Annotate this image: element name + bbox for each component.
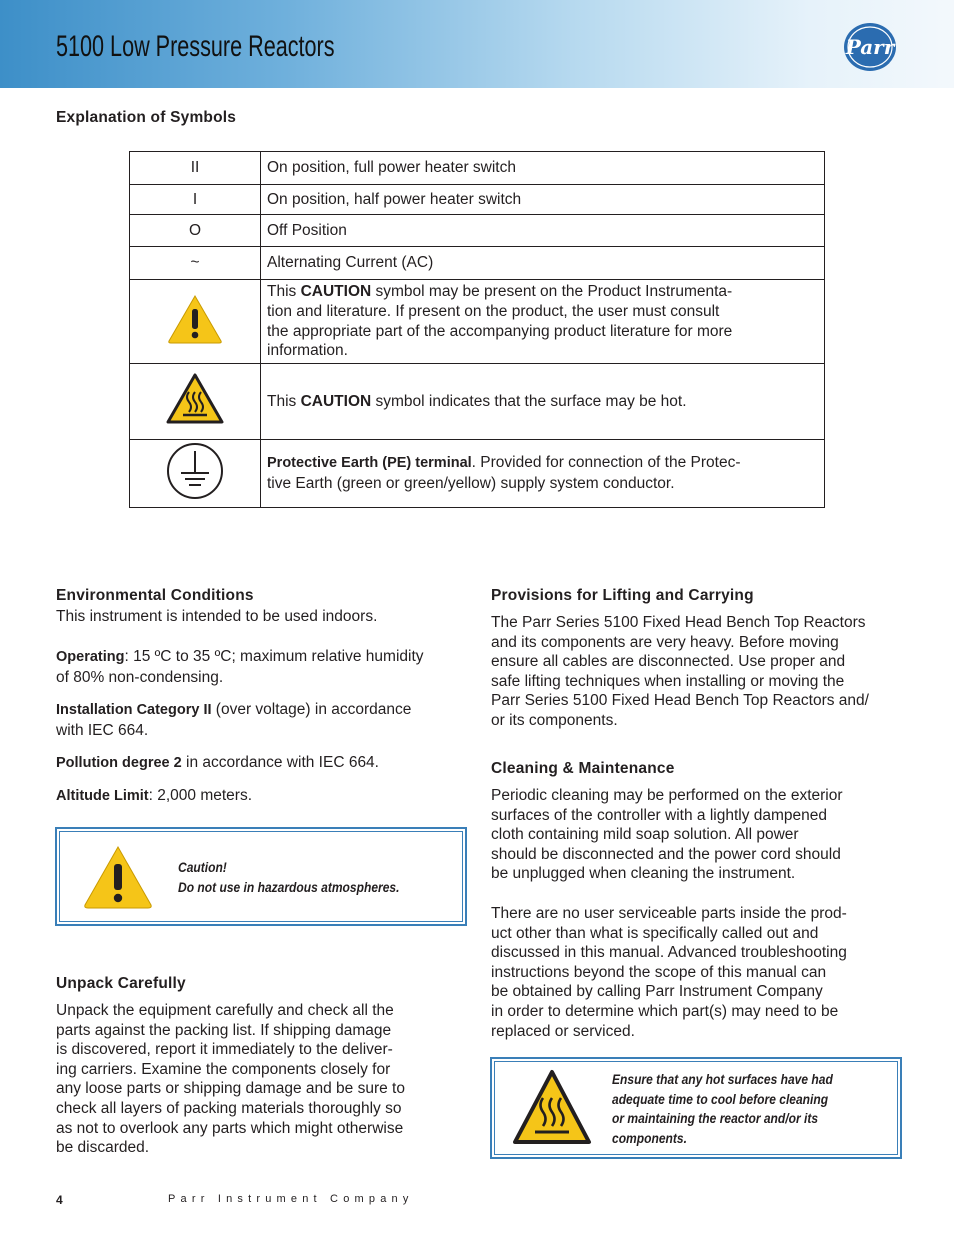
footer-company: Parr Instrument Company xyxy=(168,1193,414,1205)
lifting-heading: Provisions for Lifting and Carrying xyxy=(491,587,754,604)
table-row xyxy=(130,247,825,280)
caution-exclamation-icon xyxy=(82,844,154,910)
page-number: 4 xyxy=(56,1193,63,1207)
pollution-text: Pollution degree 2 in accordance with IEC 664. xyxy=(56,754,379,771)
hot-surface-note-box xyxy=(490,1057,902,1159)
symbol-description: Off Position xyxy=(261,215,825,247)
symbol-description: This CAUTION symbol may be present on the Product Instrumenta- tion and literature. If present on the product, the user must consult the appropriate part of the accompanying product literature for more information. xyxy=(261,280,825,364)
hot-surface-note-text: Ensure that any hot surfaces have had adequate time to cool before cleaning or maintaining the reactor and/or its components. xyxy=(612,1071,833,1146)
page-header xyxy=(0,0,954,88)
unpack-heading: Unpack Carefully xyxy=(56,975,186,992)
symbol-cell xyxy=(130,280,261,364)
caution-exclamation-icon xyxy=(166,293,224,345)
symbol-cell xyxy=(130,364,261,440)
symbol-cell: ~ xyxy=(130,247,261,280)
parr-logo-icon xyxy=(843,22,899,72)
operating-text: Operating: 15 ºC to 35 ºC; maximum relative humidity of 80% non-condensing. xyxy=(56,648,424,686)
protective-earth-icon xyxy=(165,441,225,501)
caution-note-text: Caution! Do not use in hazardous atmospheres. xyxy=(178,859,400,895)
symbol-cell: II xyxy=(130,152,261,185)
table-row xyxy=(130,152,825,185)
logo-text: Parr xyxy=(845,35,895,59)
installation-text: Installation Category II (over voltage) in accordance with IEC 664. xyxy=(56,701,412,739)
caution-note-box xyxy=(55,827,467,926)
symbol-cell xyxy=(130,440,261,508)
environmental-intro: This instrument is intended to be used indoors. xyxy=(56,608,378,625)
lifting-paragraph: The Parr Series 5100 Fixed Head Bench Top Reactors and its components are very heavy. Before moving ensure all cables are disconnected. Use proper and safe lifting techniques when installing or moving the Parr Series 5100 Fixed Head Bench Top Reactors and/ or its components. xyxy=(491,614,869,729)
unpack-paragraph: Unpack the equipment carefully and check all the parts against the packing list. If shipping damage is discovered, report it immediately to the deliver- ing carriers. Examine the components closely for any loose parts or shipping damage and be sure to check all layers of packing materials thoroughly so as not to overlook any parts which might otherwise be discarded. xyxy=(56,1002,405,1157)
symbol-description: This CAUTION symbol indicates that the surface may be hot. xyxy=(261,364,825,440)
symbol-description: Protective Earth (PE) terminal. Provided for connection of the Protec- tive Earth (green or green/yellow) supply system conductor. xyxy=(261,440,825,508)
symbol-cell: O xyxy=(130,215,261,247)
table-row xyxy=(130,364,825,440)
environmental-heading: Environmental Conditions xyxy=(56,587,254,604)
table-row xyxy=(130,185,825,215)
table-row xyxy=(130,215,825,247)
symbols-table xyxy=(129,151,825,508)
cleaning-paragraph-1: Periodic cleaning may be performed on the exterior surfaces of the controller with a lightly dampened cloth containing mild soap solution. All power should be disconnected and the power cord should be unplugged when cleaning the instrument. xyxy=(491,787,843,883)
symbol-description: On position, half power heater switch xyxy=(261,185,825,215)
hot-surface-icon xyxy=(511,1068,593,1148)
symbols-heading: Explanation of Symbols xyxy=(56,109,237,126)
symbol-cell: I xyxy=(130,185,261,215)
symbol-description: On position, full power heater switch xyxy=(261,152,825,185)
altitude-text: Altitude Limit: 2,000 meters. xyxy=(56,787,253,804)
cleaning-paragraph-2: There are no user serviceable parts inside the prod- uct other than what is specifically called out and discussed in this manual. Advanced troubleshooting instructions beyond the scope of this manual can be obtained by calling Parr Instrument Company in order to determine which part(s) may need to be replaced or serviced. xyxy=(491,905,847,1040)
cleaning-heading: Cleaning & Maintenance xyxy=(491,760,675,777)
page-title: 5100 Low Pressure Reactors xyxy=(56,30,335,63)
table-row xyxy=(130,440,825,508)
symbol-description: Alternating Current (AC) xyxy=(261,247,825,280)
table-row xyxy=(130,280,825,364)
hot-surface-icon xyxy=(165,372,225,426)
